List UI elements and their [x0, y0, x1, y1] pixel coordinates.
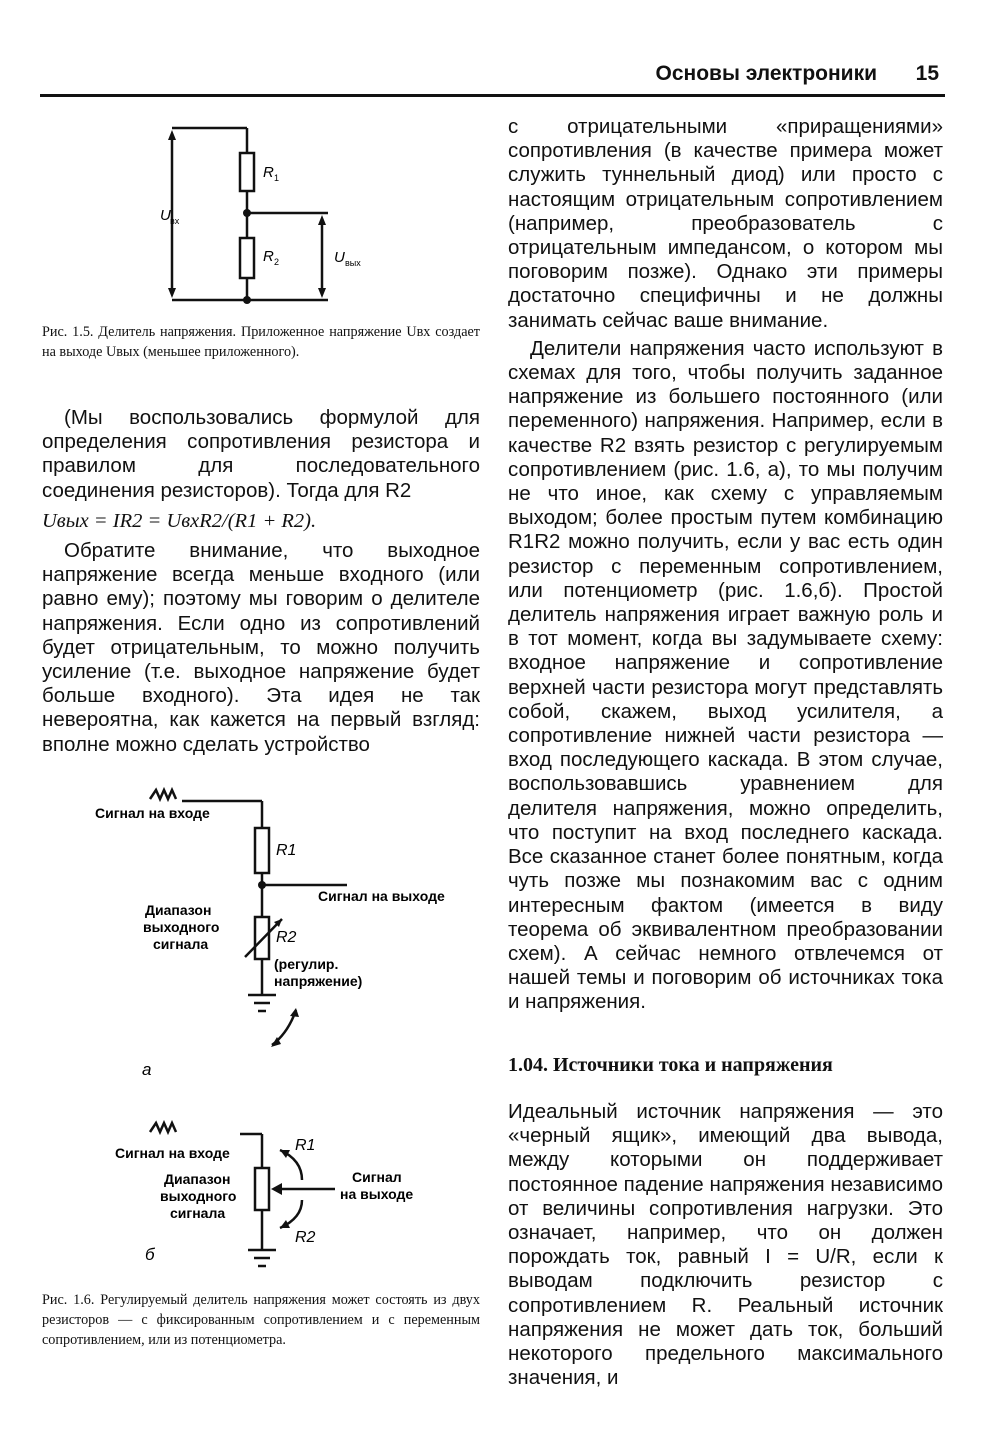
range-label-line3: сигнала	[170, 1205, 226, 1221]
formula: Uвых = IR2 = UвхR2/(R1 + R2).	[42, 509, 317, 532]
r2-label: R2	[276, 929, 297, 946]
section-heading-wrapper	[508, 1054, 943, 1077]
input-signal-label: Сигнал на входе	[115, 1145, 230, 1161]
right-column-text	[508, 115, 943, 1015]
r1-subscript: 1	[274, 173, 280, 183]
adjust-label-line2: напряжение)	[274, 973, 363, 989]
figure-1-6b-diagram	[90, 1120, 470, 1285]
figure-letter-b: б	[145, 1245, 155, 1264]
r2-label: R2	[295, 1229, 316, 1246]
input-signal-label: Сигнал на входе	[95, 805, 210, 821]
r1-label: R	[263, 164, 274, 181]
adjust-label-line1: (регулир.	[274, 956, 339, 972]
figure-1-5-diagram	[150, 118, 390, 313]
r1-label: R1	[295, 1137, 316, 1154]
figure-1-5-caption: Рис. 1.5. Делитель напряжения. Приложенное напряжение Uвх создает на выходе Uвых (меньшее приложенного).	[42, 324, 480, 360]
left-column-text	[42, 406, 480, 757]
page-header	[40, 58, 945, 97]
uout-label: U	[334, 249, 345, 266]
figure-letter-a: а	[142, 1060, 152, 1079]
paragraph: с отрицательными «приращениями» сопротивления (в качестве примера может служить туннельный диод) или просто с настоящим отрицательным сопротивлением (например, преобразователь с отрицательным импедансом, о котором мы поговорим позже). Однако эти примеры достаточно специфичны и не должны занимать сейчас ваше внимание.	[508, 115, 943, 332]
uin-label: U	[160, 207, 171, 224]
section-heading: 1.04. Источники тока и напряжения	[508, 1054, 833, 1076]
output-label-line1: Сигнал	[352, 1169, 402, 1185]
r1-label: R1	[276, 842, 297, 859]
uout-subscript: вых	[345, 258, 361, 268]
range-label-line2: выходного	[160, 1188, 237, 1204]
paragraph: (Мы воспользовались формулой для определения сопротивления резистора и правилом для последовательного соединения резисторов). Тогда для R2	[42, 406, 480, 502]
page-number: 15	[915, 62, 939, 85]
range-label-line2: выходного	[143, 919, 220, 935]
figure-1-6-caption: Рис. 1.6. Регулируемый делитель напряжения может состоять из двух резисторов — с фиксированным сопротивлением и с переменным сопротивлением, или из потенциометра.	[42, 1292, 480, 1348]
range-label-line3: сигнала	[153, 936, 209, 952]
range-label-line1: Диапазон	[164, 1171, 231, 1187]
running-title: Основы электроники	[655, 62, 877, 85]
range-label-line1: Диапазон	[145, 902, 212, 918]
right-column-text-2	[508, 1100, 943, 1390]
r2-subscript: 2	[274, 257, 280, 267]
uin-subscript: вх	[170, 216, 180, 226]
paragraph: Обратите внимание, что выходное напряжение всегда меньше входного (или равно ему); поэтому мы говорим о делителе напряжения. Если одно из сопротивлений будет отрицательным, то можно получить усиление (т.е. выходное напряжение будет больше входного). Эта идея не так невероятна, как кажется на первый взгляд: вполне можно сделать устройство	[42, 539, 480, 756]
paragraph: Делители напряжения часто используют в схемах для того, чтобы получить заданное напряжение из большего постоянного (или переменного) напряжения. Например, если в качестве R2 взять резистор с регулируемым сопротивлением (рис. 1.6, а), то мы получим не что иное, как схему с управляемым выходом; более простым путем комбинацию R1R2 можно получить, если у вас есть один резистор с переменным сопротивлением, или потенциометр (рис. 1.6,б). Простой делитель напряжения играет важную роль и в тот момент, когда вы задумываете схему: входное напряжение и сопротивление верхней части резистора могут представлять собой, скажем, выход усилителя, а сопротивление нижней части резистора — вход последующего каскада. В этом случае, воспользовавшись уравнением для делителя напряжения, можно определить, что поступит на вход последнего каскада. Все сказанное станет более понятным, когда чуть позже мы познакомим вас с одним интересным фактом (имеется в виду теорема об эквивалентном преобразовании схем). А сейчас немного отвлечемся от нашей темы и поговорим об источниках тока и напряжения.	[508, 336, 943, 1014]
output-signal-label: Сигнал на выходе	[318, 888, 445, 904]
paragraph: Идеальный источник напряжения — это «черный ящик», имеющий два вывода, между которыми он поддерживает постоянное падение напряжения независимо от величины сопротивления нагрузки. Это означает, например, что он должен порождать ток, равный I = U/R, если к выводам подключить резистор с сопротивлением R. Реальный источник напряжения не может дать ток, больший некоторого предельного максимального значения, и	[508, 1100, 943, 1390]
figure-1-6a-diagram	[90, 785, 470, 1080]
r2-label: R	[263, 248, 274, 265]
output-label-line2: на выходе	[340, 1186, 414, 1202]
